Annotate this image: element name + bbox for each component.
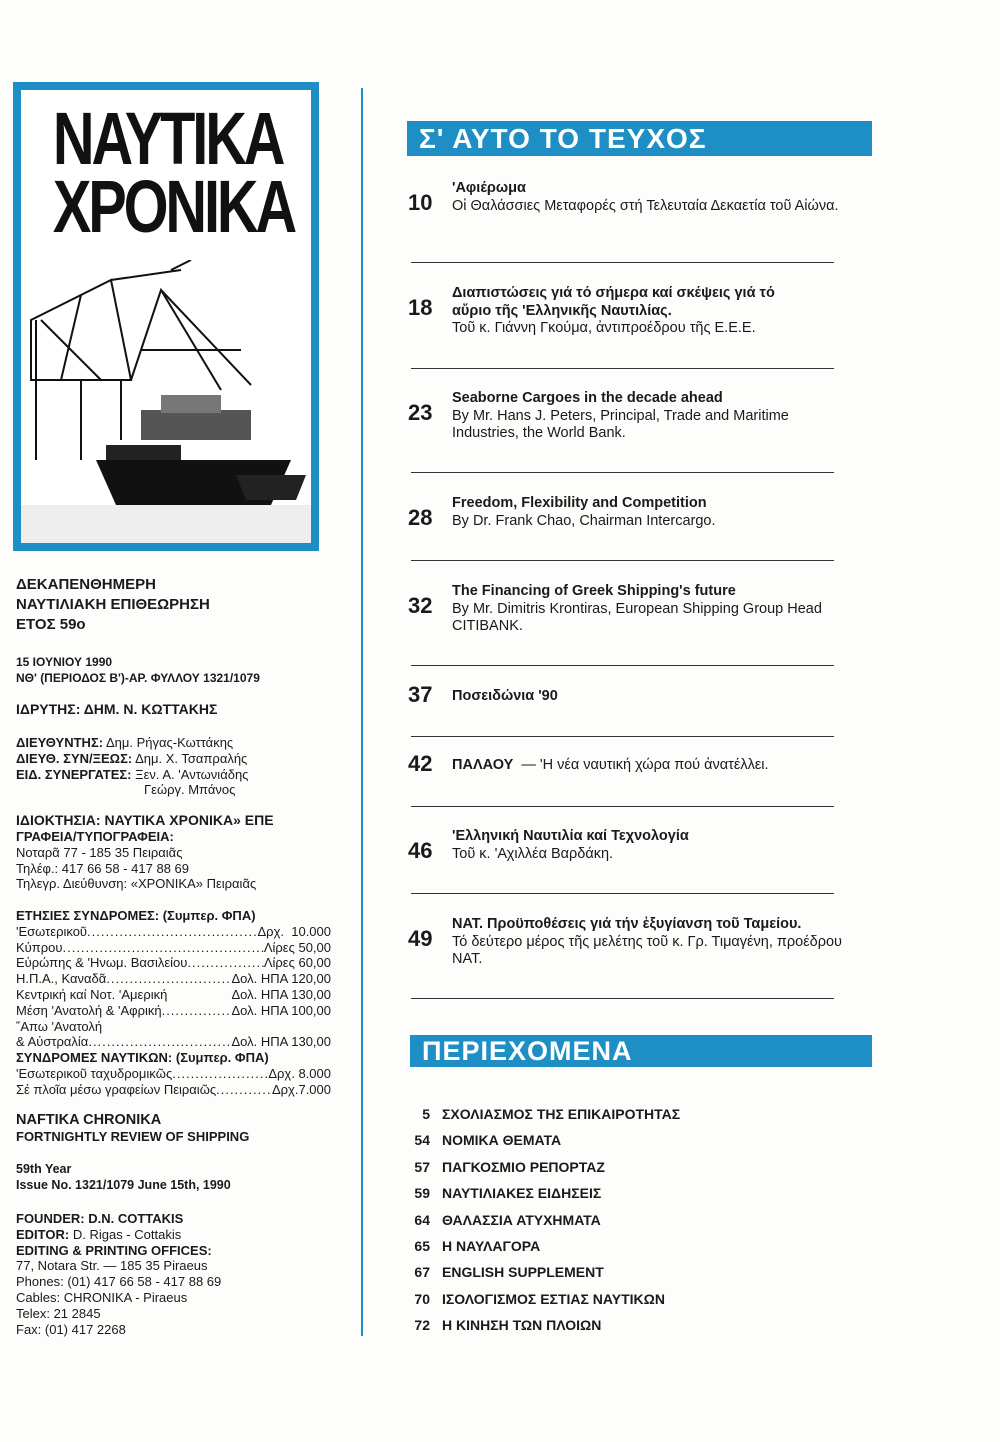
label: Η.Π.Α., Καναδᾶ bbox=[16, 971, 107, 987]
entry-title: Seaborne Cargoes in the decade ahead bbox=[452, 390, 723, 406]
english-subtitle: FORTNIGHTLY REVIEW OF SHIPPING bbox=[16, 1129, 250, 1144]
entry-title: Freedom, Flexibility and Competition bbox=[452, 495, 707, 511]
heading-line: ΔΕΚΑΠΕΝΘΗΜΕΡΗ bbox=[16, 576, 156, 593]
entry-body: By Mr. Dimitris Krontiras, European Shipping Group Head CITIBANK. bbox=[452, 600, 822, 634]
page-number: 54 bbox=[414, 1132, 430, 1149]
staff-row bbox=[16, 767, 331, 783]
entry-body: Οἱ Θαλάσσιες Μεταφορές στή Τελευταία Δεκαετία τοῦ Αἰώνα. bbox=[452, 197, 839, 214]
subscription-row bbox=[16, 1034, 331, 1050]
section-label: ΘΑΛΑΣΣΙΑ ΑΤΥΧΗΜΑΤΑ bbox=[442, 1211, 601, 1228]
section-label: ΝΑΥΤΙΛΙΑΚΕΣ ΕΙΔΗΣΕΙΣ bbox=[442, 1185, 602, 1202]
offices-label: ΓΡΑΦΕΙΑ/ΤΥΠΟΓΡΑΦΕΙΑ: bbox=[16, 829, 174, 844]
subscription-row bbox=[16, 971, 331, 987]
column-divider bbox=[361, 88, 363, 1336]
page-number: 37 bbox=[408, 682, 433, 707]
label: ῎Απω 'Ανατολή bbox=[16, 1018, 103, 1034]
contents-item[interactable] bbox=[410, 1286, 680, 1312]
subscription-row bbox=[16, 924, 331, 940]
cable-address: Τηλεγρ. Διεύθυνση: «ΧΡΟΝΙΚΑ» Πειραιᾶς bbox=[16, 876, 257, 892]
entry-title: 'Ελληνική Ναυτιλία καί Τεχνολογία bbox=[452, 828, 689, 844]
subscription-row bbox=[16, 940, 331, 956]
address: 77, Notara Str. — 185 35 Piraeus bbox=[16, 1258, 208, 1274]
subscription-row bbox=[16, 1082, 331, 1098]
english-issue: Issue No. 1321/1079 June 15th, 1990 bbox=[16, 1177, 231, 1192]
price: Δρχ.7.000 bbox=[271, 1081, 331, 1097]
price: Δολ. ΗΠΑ 130,00 bbox=[231, 1034, 331, 1050]
divider bbox=[411, 998, 834, 999]
page-number: 42 bbox=[408, 751, 433, 776]
label: 'Εσωτερικοῦ bbox=[16, 923, 88, 939]
cover-image bbox=[13, 82, 319, 551]
staff-row bbox=[16, 751, 331, 767]
page-number: 70 bbox=[414, 1290, 430, 1307]
price: Δρχ. 10.000 bbox=[257, 923, 331, 939]
heading-line: ΕΤΟΣ 59ο bbox=[16, 616, 86, 633]
section-label: Η ΝΑΥΛΑΓΟΡΑ bbox=[442, 1238, 541, 1255]
subscription-row bbox=[16, 955, 331, 971]
editor-label: EDITOR: bbox=[16, 1226, 70, 1242]
contents-list bbox=[410, 1101, 680, 1339]
divider bbox=[411, 893, 834, 894]
phones: Phones: (01) 417 66 58 - 417 88 69 bbox=[16, 1274, 222, 1290]
english-year: 59th Year bbox=[16, 1162, 72, 1176]
divider bbox=[411, 665, 834, 666]
dot-leader bbox=[187, 955, 263, 971]
price: Λίρες 50,00 bbox=[263, 939, 331, 955]
contents-item[interactable] bbox=[410, 1101, 680, 1127]
staff-name: Δημ. Ρήγας-Κωττάκης bbox=[105, 735, 234, 750]
price: Δολ. ΗΠΑ 120,00 bbox=[231, 971, 331, 987]
staff-role: ΔΙΕΥΘΥΝΤΗΣ: bbox=[16, 735, 104, 750]
english-title-block bbox=[16, 1112, 331, 1145]
subscription-row bbox=[16, 1003, 331, 1019]
label: Μέση 'Ανατολή & 'Αφρική bbox=[16, 1002, 162, 1018]
section-label: Η ΚΙΝΗΣΗ ΤΩΝ ΠΛΟΙΩΝ bbox=[442, 1317, 602, 1334]
issue-date: 15 ΙΟΥΝΙΟΥ 1990 bbox=[16, 655, 113, 669]
contents-item[interactable] bbox=[410, 1127, 680, 1153]
page-number: 23 bbox=[408, 400, 433, 425]
heading-line: ΝΑΥΤΙΛΙΑΚΗ ΕΠΙΘΕΩΡΗΣΗ bbox=[16, 596, 210, 613]
divider bbox=[411, 736, 834, 737]
ownership: ΙΔΙΟΚΤΗΣΙΑ: ΝΑΥΤΙΚΑ ΧΡΟΝΙΚΑ» ΕΠΕ bbox=[16, 812, 274, 828]
logo-line-1: ΝΑΥΤΙΚΑ bbox=[52, 97, 283, 180]
offices-label: EDITING & PRINTING OFFICES: bbox=[16, 1242, 212, 1258]
subscription-row bbox=[16, 987, 331, 1003]
issue-number: ΝΘ' (ΠΕΡΙΟΔΟΣ Β')-ΑΡ. ΦΥΛΛΟΥ 1321/1079 bbox=[16, 670, 260, 685]
page-number: 67 bbox=[414, 1264, 430, 1281]
masthead-heading bbox=[16, 575, 331, 635]
subscriptions-block bbox=[16, 908, 331, 1098]
english-issue-block bbox=[16, 1162, 331, 1194]
staff-name: Γεώργ. Μπάνος bbox=[144, 782, 236, 798]
address: Νοταρᾶ 77 - 185 35 Πειραιᾶς bbox=[16, 844, 183, 860]
staff-name: Ξεν. Α. 'Αντωνιάδης bbox=[135, 766, 249, 782]
contents-item[interactable] bbox=[410, 1207, 680, 1233]
entry-body: — 'Η νέα ναυτική χώρα πού ἀνατέλλει. bbox=[521, 757, 769, 773]
editor-name: D. Rigas - Cottakis bbox=[72, 1226, 182, 1242]
page-number: 18 bbox=[408, 295, 433, 320]
entry-body: Τοῦ κ. 'Αχιλλέα Βαρδάκη. bbox=[452, 845, 614, 862]
divider bbox=[411, 262, 834, 263]
logo-line-2: ΧΡΟΝΙΚΑ bbox=[52, 165, 295, 248]
page-number: 5 bbox=[422, 1106, 430, 1122]
staff-row bbox=[16, 735, 331, 751]
telex: Telex: 21 2845 bbox=[16, 1305, 101, 1321]
label: Κεντρική καί Νοτ. 'Αμερική bbox=[16, 986, 168, 1002]
price: Δολ. ΗΠΑ 100,00 bbox=[231, 1002, 331, 1018]
sailor-subscriptions-title: ΣΥΝΔΡΟΜΕΣ ΝΑΥΤΙΚΩΝ: (Συμπερ. ΦΠΑ) bbox=[16, 1050, 269, 1066]
dot-leader bbox=[106, 971, 231, 987]
entry-title: ΠΑΛΑΟΥ bbox=[452, 757, 514, 773]
price: Δρχ. 8.000 bbox=[268, 1065, 331, 1081]
cables: Cables: CHRONIKA - Piraeus bbox=[16, 1289, 188, 1305]
price: Λίρες 60,00 bbox=[263, 955, 331, 971]
dot-leader bbox=[88, 1034, 231, 1050]
page-number: 64 bbox=[414, 1211, 430, 1228]
divider bbox=[411, 806, 834, 807]
entry-body: Τοῦ κ. Γιάννη Γκούμα, ἀντιπροέδρου τῆς Ε.Ε.Ε. bbox=[452, 320, 756, 336]
staff-role: ΕΙΔ. ΣΥΝΕΡΓΑΤΕΣ: bbox=[16, 766, 132, 782]
page-number: 57 bbox=[414, 1158, 430, 1175]
price: Δολ. ΗΠΑ 130,00 bbox=[231, 986, 331, 1002]
page-number: 46 bbox=[408, 838, 433, 863]
section-label: ΣΧΟΛΙΑΣΜΟΣ ΤΗΣ ΕΠΙΚΑΙΡΟΤΗΤΑΣ bbox=[442, 1106, 681, 1122]
divider bbox=[411, 560, 834, 561]
contents-item[interactable] bbox=[410, 1180, 680, 1206]
entry-title: ΝΑΤ. Προϋποθέσεις γιά τήν ἐξυγίανση τοῦ Ταμείου. bbox=[452, 916, 802, 932]
staff-block bbox=[16, 735, 331, 798]
label: Σέ πλοῖα μέσω γραφείων Πειραιῶς bbox=[16, 1081, 217, 1097]
dot-leader bbox=[216, 1082, 272, 1098]
ownership-block bbox=[16, 812, 331, 892]
label: Εὐρώπης & 'Ηνωμ. Βασιλείου bbox=[16, 955, 188, 971]
english-staff-block bbox=[16, 1211, 331, 1337]
page-number: 65 bbox=[414, 1238, 430, 1255]
subscription-row bbox=[16, 1066, 331, 1082]
entry-title: The Financing of Greek Shipping's future bbox=[452, 583, 736, 599]
entry-title: Ποσειδώνια '90 bbox=[452, 688, 558, 704]
label: & Αὐστραλία bbox=[16, 1034, 89, 1050]
section-label: ENGLISH SUPPLEMENT bbox=[442, 1264, 604, 1281]
contents-header: ΠΕΡΙΕΧΟΜΕΝΑ bbox=[410, 1035, 872, 1067]
section-label: ΙΣΟΛΟΓΙΣΜΟΣ ΕΣΤΙΑΣ ΝΑΥΤΙΚΩΝ bbox=[442, 1290, 665, 1307]
fax: Fax: (01) 417 2268 bbox=[16, 1321, 126, 1337]
page-number: 10 bbox=[408, 190, 433, 215]
entry-body: Τό δεύτερο μέρος τῆς μελέτης τοῦ κ. Γρ. Τιμαγένη, προέδρου ΝΑΤ. bbox=[452, 933, 842, 967]
issue-info bbox=[16, 655, 331, 687]
subscriptions-title: ΕΤΗΣΙΕΣ ΣΥΝΔΡΟΜΕΣ: (Συμπερ. ΦΠΑ) bbox=[16, 908, 256, 923]
page-number: 59 bbox=[414, 1185, 430, 1202]
toc-header: Σ' ΑΥΤΟ ΤΟ ΤΕΥΧΟΣ bbox=[407, 121, 872, 156]
phone: Τηλέφ.: 417 66 58 - 417 88 69 bbox=[16, 860, 189, 876]
founder-line: ΙΔΡΥΤΗΣ: ΔΗΜ. Ν. ΚΩΤΤΑΚΗΣ bbox=[16, 701, 218, 717]
divider bbox=[411, 368, 834, 369]
dot-leader bbox=[172, 1066, 268, 1082]
dot-leader bbox=[62, 940, 263, 956]
staff-role: ΔΙΕΥΘ. ΣΥΝ/ΞΕΩΣ: bbox=[16, 750, 133, 766]
page-number: 72 bbox=[414, 1317, 430, 1334]
entry-body: By Dr. Frank Chao, Chairman Intercargo. bbox=[452, 512, 716, 529]
divider bbox=[411, 472, 834, 473]
dot-leader bbox=[162, 1003, 232, 1019]
contents-item[interactable] bbox=[410, 1259, 680, 1285]
english-founder: FOUNDER: D.N. COTTAKIS bbox=[16, 1211, 184, 1226]
label: 'Εσωτερικοῦ ταχυδρομικῶς bbox=[16, 1065, 173, 1081]
contents-item[interactable] bbox=[410, 1233, 680, 1259]
dot-leader bbox=[87, 924, 257, 940]
label: Κύπρου bbox=[16, 939, 63, 955]
ship-crane-illustration bbox=[21, 260, 311, 543]
contents-item[interactable] bbox=[410, 1154, 680, 1180]
entry-title: Διαπιστώσεις γιά τό σήμερα καί σκέψεις γιά τό αὔριο τῆς 'Ελληνικῆς Ναυτιλίας. bbox=[452, 285, 775, 319]
contents-item[interactable] bbox=[410, 1312, 680, 1338]
section-label: ΝΟΜΙΚΑ ΘΕΜΑΤΑ bbox=[442, 1132, 562, 1149]
section-label: ΠΑΓΚΟΣΜΙΟ ΡΕΠΟΡΤΑΖ bbox=[442, 1158, 605, 1175]
page-number: 49 bbox=[408, 926, 433, 951]
entry-title: 'Αφιέρωμα bbox=[452, 180, 526, 196]
staff-name: Δημ. Χ. Τσαπραλής bbox=[135, 750, 248, 766]
page-number: 32 bbox=[408, 593, 433, 618]
page-number: 28 bbox=[408, 505, 433, 530]
english-title: NAFTIKA CHRONIKA bbox=[16, 1112, 162, 1128]
entry-body: By Mr. Hans J. Peters, Principal, Trade and Maritime Industries, the World Bank. bbox=[452, 407, 789, 441]
